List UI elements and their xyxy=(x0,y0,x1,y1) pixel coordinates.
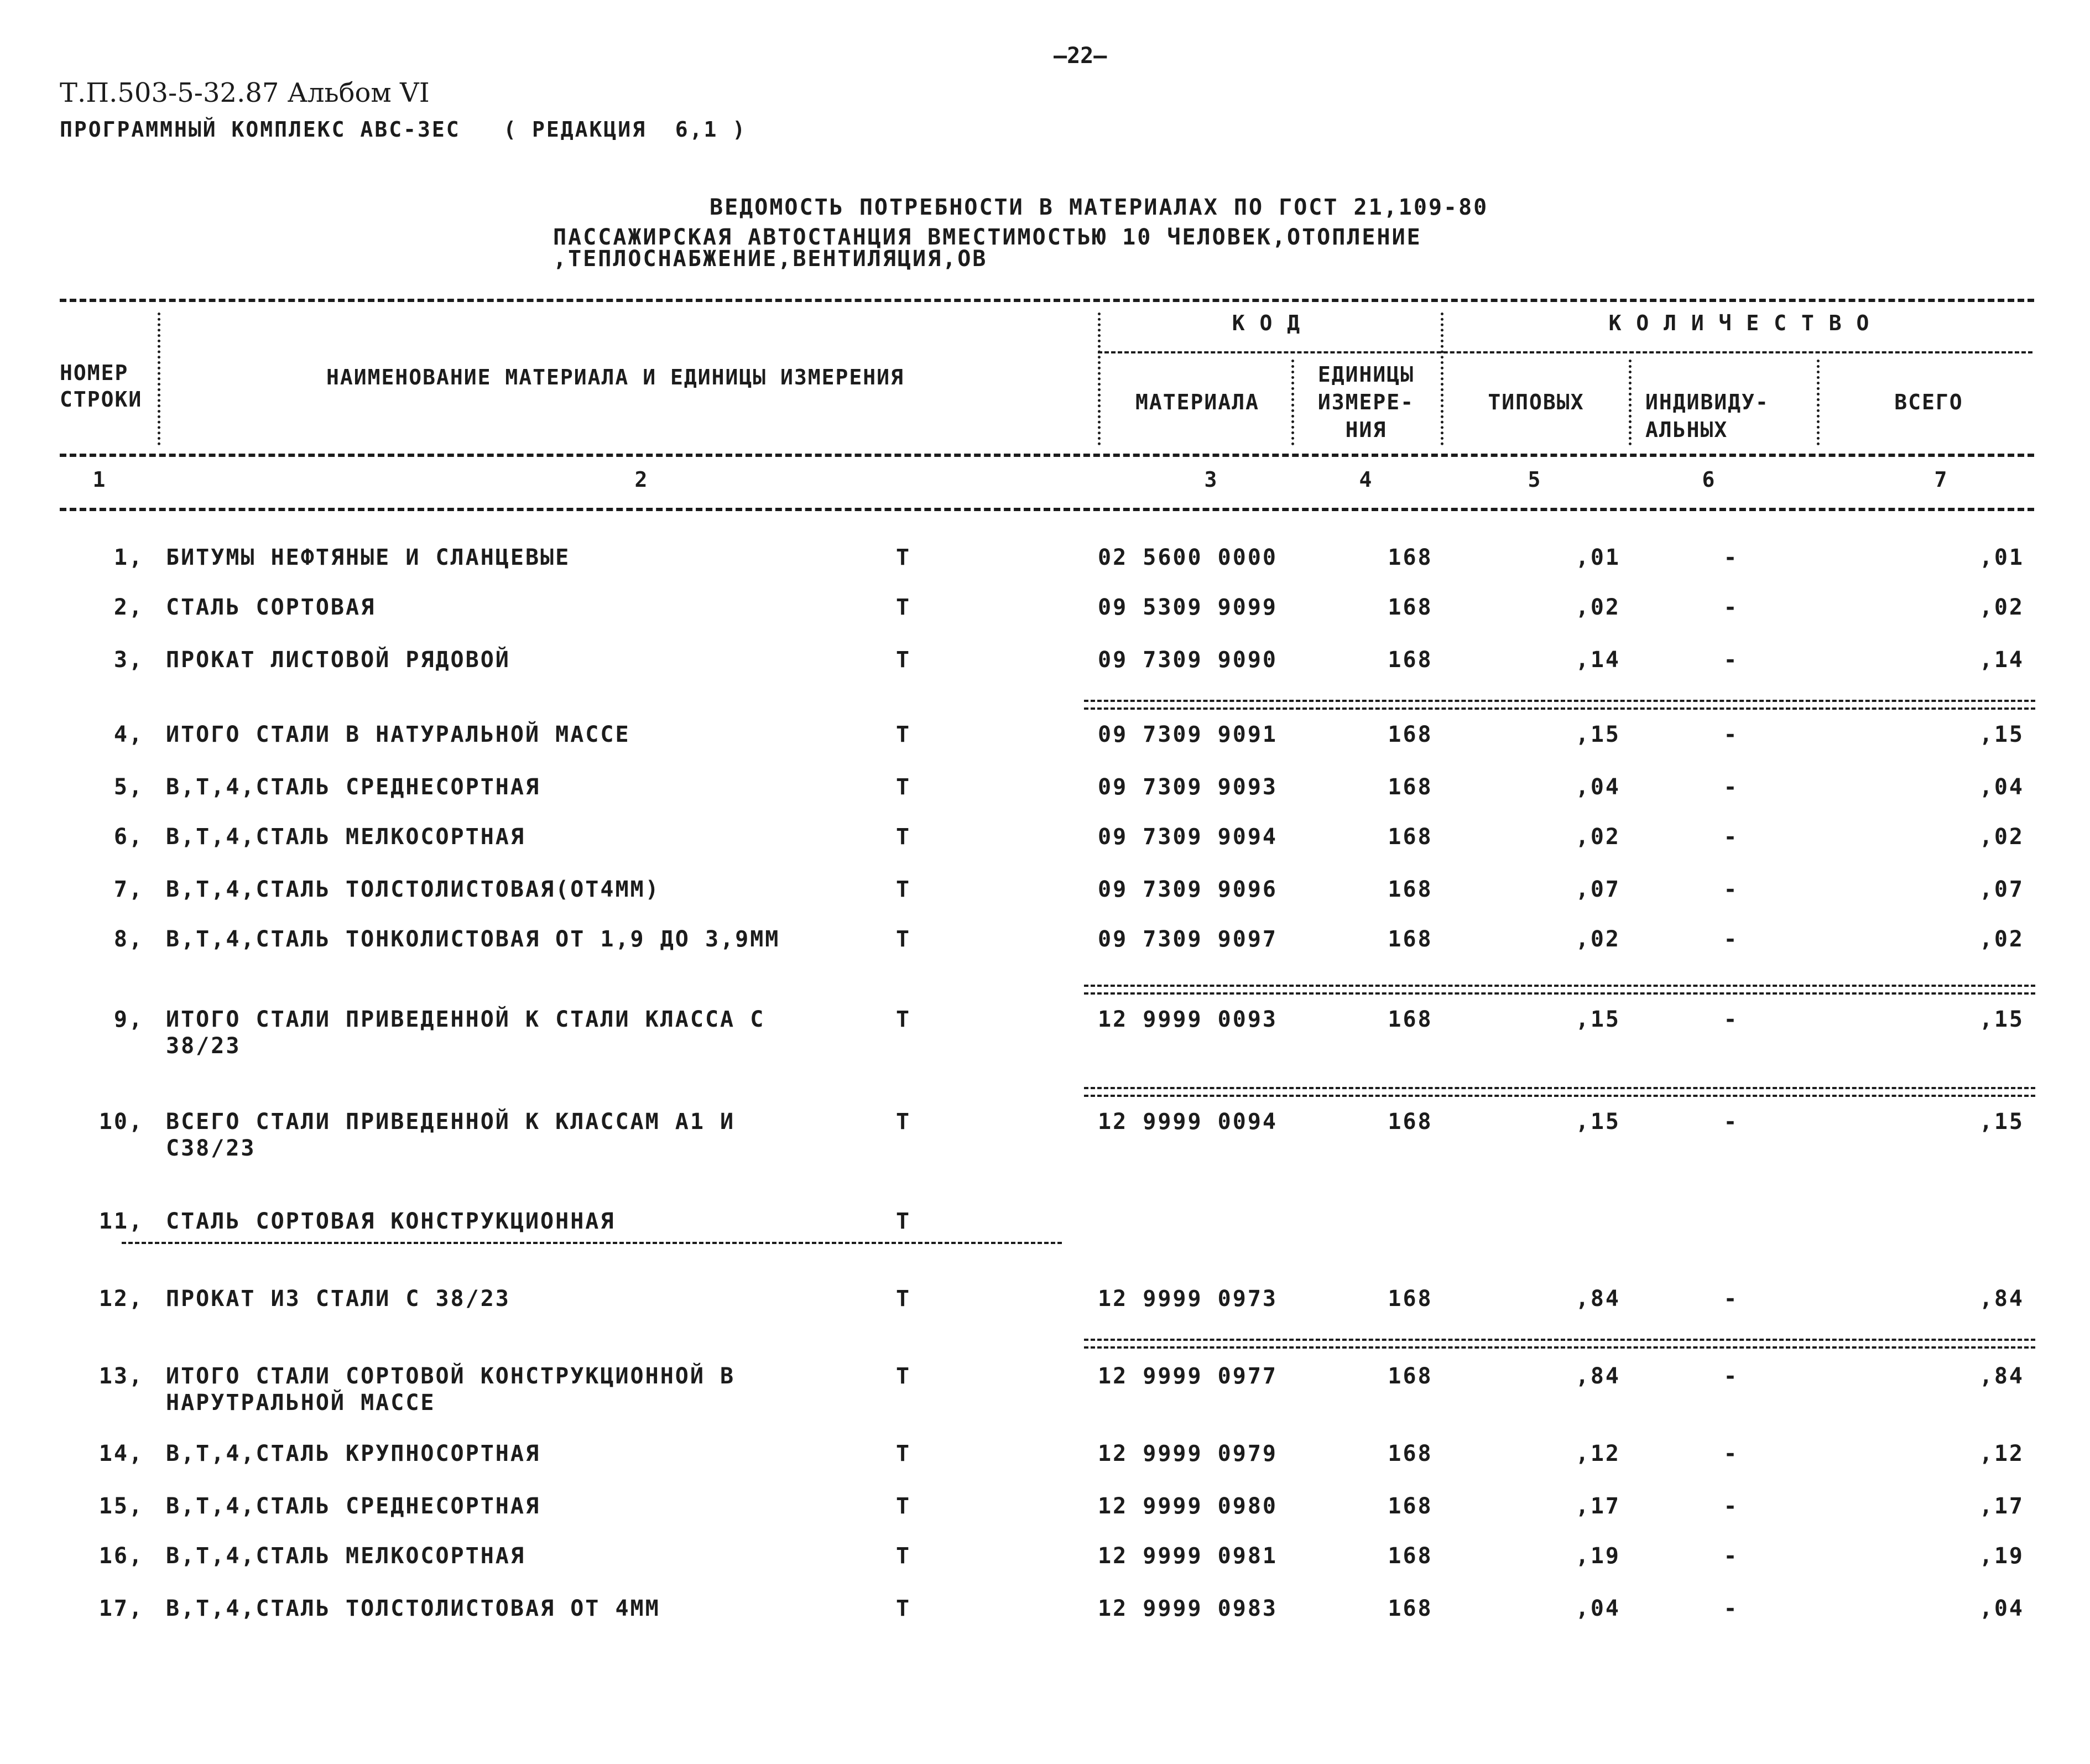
unit-code: 168 xyxy=(1388,1494,1433,1519)
individual-quantity: - xyxy=(1723,1007,1739,1032)
total-quantity: ,07 xyxy=(1979,877,2024,902)
typical-quantity: ,17 xyxy=(1575,1494,1620,1519)
row-number: 13, xyxy=(98,1364,144,1389)
row-number: 12, xyxy=(98,1286,144,1312)
total-quantity: ,84 xyxy=(1979,1286,2024,1312)
unit-code: 168 xyxy=(1388,595,1433,620)
col-divider xyxy=(158,313,160,445)
typical-quantity: ,04 xyxy=(1575,1596,1620,1621)
measure-unit: Т xyxy=(896,647,911,673)
material-name: НАРУТРАЛЬНОЙ МАССЕ xyxy=(166,1390,436,1416)
individual-quantity: - xyxy=(1723,647,1739,673)
header-quantity-group: К О Л И Ч Е С Т В О xyxy=(1608,311,1870,335)
material-name: ИТОГО СТАЛИ ПРИВЕДЕННОЙ К СТАЛИ КЛАССА С xyxy=(166,1007,765,1032)
material-code: 09 7309 9093 xyxy=(1098,774,1278,800)
header-top-rule xyxy=(60,299,2034,302)
total-separator xyxy=(1084,985,2035,995)
row-number: 6, xyxy=(113,824,144,850)
row-number: 2, xyxy=(113,595,144,620)
typical-quantity: ,84 xyxy=(1575,1286,1620,1312)
column-number-6: 6 xyxy=(1702,467,1716,492)
typical-quantity: ,15 xyxy=(1575,1109,1620,1135)
material-code: 12 9999 0981 xyxy=(1098,1543,1278,1569)
header-unit-2: ИЗМЕРЕ- xyxy=(1317,390,1415,414)
row-number: 15, xyxy=(98,1494,144,1519)
typical-quantity: ,15 xyxy=(1575,722,1620,747)
material-code: 12 9999 0983 xyxy=(1098,1596,1278,1621)
material-code: 12 9999 0094 xyxy=(1098,1109,1278,1135)
document-title: ВЕДОМОСТЬ ПОТРЕБНОСТИ В МАТЕРИАЛАХ ПО ГОСТ 21,109-80 xyxy=(710,195,1489,220)
measure-unit: Т xyxy=(896,595,911,620)
col-divider xyxy=(1629,360,1632,445)
material-name: В,Т,4,СТАЛЬ СРЕДНЕСОРТНАЯ xyxy=(166,774,541,800)
unit-code: 168 xyxy=(1388,824,1433,850)
total-quantity: ,15 xyxy=(1979,722,2024,747)
unit-code: 168 xyxy=(1388,722,1433,747)
material-name: ВСЕГО СТАЛИ ПРИВЕДЕННОЙ К КЛАССАМ А1 И xyxy=(166,1109,736,1135)
measure-unit: Т xyxy=(896,722,911,747)
measure-unit: Т xyxy=(896,1543,911,1569)
row-number: 4, xyxy=(113,722,144,747)
total-separator xyxy=(1084,1339,2035,1349)
material-name: В,Т,4,СТАЛЬ ТОЛСТОЛИСТОВАЯ(ОТ4ММ) xyxy=(166,877,660,902)
column-number-7: 7 xyxy=(1934,467,1948,492)
material-name: В,Т,4,СТАЛЬ МЕЛКОСОРТНАЯ xyxy=(166,1543,525,1569)
material-code: 09 7309 9090 xyxy=(1098,647,1278,673)
measure-unit: Т xyxy=(896,1364,911,1389)
individual-quantity: - xyxy=(1723,824,1739,850)
document-subtitle-continued: ,ТЕПЛОСНАБЖЕНИЕ,ВЕНТИЛЯЦИЯ,ОВ xyxy=(553,246,988,272)
typical-quantity: ,04 xyxy=(1575,774,1620,800)
header-row-number-2: СТРОКИ xyxy=(60,387,143,412)
total-quantity: ,19 xyxy=(1979,1543,2024,1569)
row-number: 17, xyxy=(98,1596,144,1621)
total-quantity: ,12 xyxy=(1979,1441,2024,1466)
material-code: 09 7309 9091 xyxy=(1098,722,1278,747)
unit-code: 168 xyxy=(1388,1596,1433,1621)
unit-code: 168 xyxy=(1388,1364,1433,1389)
header-unit-3: НИЯ xyxy=(1345,418,1387,442)
material-code: 09 5309 9099 xyxy=(1098,595,1278,620)
total-quantity: ,02 xyxy=(1979,824,2024,850)
page-number: —22— xyxy=(1054,43,1107,69)
unit-code: 168 xyxy=(1388,877,1433,902)
individual-quantity: - xyxy=(1723,877,1739,902)
material-code: 12 9999 0980 xyxy=(1098,1494,1278,1519)
header-mid-rule xyxy=(1098,351,2032,353)
unit-code: 168 xyxy=(1388,1007,1433,1032)
individual-quantity: - xyxy=(1723,1596,1739,1621)
unit-code: 168 xyxy=(1388,927,1433,952)
row-number: 10, xyxy=(98,1109,144,1135)
total-quantity: ,01 xyxy=(1979,545,2024,570)
column-number-1: 1 xyxy=(92,467,107,492)
material-name: В,Т,4,СТАЛЬ ТОНКОЛИСТОВАЯ ОТ 1,9 ДО 3,9ММ xyxy=(166,927,780,952)
typical-quantity: ,84 xyxy=(1575,1364,1620,1389)
header-individual-1: ИНДИВИДУ- xyxy=(1645,390,1769,414)
material-code: 12 9999 0093 xyxy=(1098,1007,1278,1032)
individual-quantity: - xyxy=(1723,1543,1739,1569)
material-name: С38/23 xyxy=(166,1136,256,1161)
row-number: 11, xyxy=(98,1209,144,1234)
individual-quantity: - xyxy=(1723,1109,1739,1135)
total-separator xyxy=(1084,1087,2035,1097)
measure-unit: Т xyxy=(896,1007,911,1032)
measure-unit: Т xyxy=(896,1109,911,1135)
row-number: 1, xyxy=(113,545,144,570)
unit-code: 168 xyxy=(1388,774,1433,800)
material-name: ПРОКАТ ЛИСТОВОЙ РЯДОВОЙ xyxy=(166,647,510,673)
individual-quantity: - xyxy=(1723,595,1739,620)
typical-quantity: ,15 xyxy=(1575,1007,1620,1032)
material-name: СТАЛЬ СОРТОВАЯ xyxy=(166,595,376,620)
header-row-number: НОМЕР xyxy=(60,361,129,385)
row-number: 7, xyxy=(113,877,144,902)
measure-unit: Т xyxy=(896,1596,911,1621)
group-underline xyxy=(122,1242,1062,1244)
individual-quantity: - xyxy=(1723,1494,1739,1519)
material-name: БИТУМЫ НЕФТЯНЫЕ И СЛАНЦЕВЫЕ xyxy=(166,545,571,570)
typical-quantity: ,02 xyxy=(1575,824,1620,850)
typical-quantity: ,19 xyxy=(1575,1543,1620,1569)
row-number: 3, xyxy=(113,647,144,673)
individual-quantity: - xyxy=(1723,545,1739,570)
typical-quantity: ,02 xyxy=(1575,927,1620,952)
column-number-4: 4 xyxy=(1359,467,1373,492)
material-name: В,Т,4,СТАЛЬ ТОЛСТОЛИСТОВАЯ ОТ 4ММ xyxy=(166,1596,660,1621)
measure-unit: Т xyxy=(896,927,911,952)
document-subtitle: ПАССАЖИРСКАЯ АВТОСТАНЦИЯ ВМЕСТИМОСТЬЮ 10 ЧЕЛОВЕК,ОТОПЛЕНИЕ xyxy=(553,225,1422,250)
column-number-rule xyxy=(60,508,2034,511)
material-code: 09 7309 9097 xyxy=(1098,927,1278,952)
unit-code: 168 xyxy=(1388,647,1433,673)
unit-code: 168 xyxy=(1388,1543,1433,1569)
typical-quantity: ,02 xyxy=(1575,595,1620,620)
header-material-code: МАТЕРИАЛА xyxy=(1135,390,1259,414)
measure-unit: Т xyxy=(896,545,911,570)
material-name: ИТОГО СТАЛИ В НАТУРАЛЬНОЙ МАССЕ xyxy=(166,722,630,747)
header-total: ВСЕГО xyxy=(1894,390,1963,414)
material-name: В,Т,4,СТАЛЬ КРУПНОСОРТНАЯ xyxy=(166,1441,541,1466)
program-reference: ПРОГРАММНЫЙ КОМПЛЕКС АВС-3ЕС ( РЕДАКЦИЯ 6,1 ) xyxy=(60,117,747,142)
header-code-group: К О Д xyxy=(1232,311,1301,335)
material-name: ИТОГО СТАЛИ СОРТОВОЙ КОНСТРУКЦИОННОЙ В xyxy=(166,1364,736,1389)
individual-quantity: - xyxy=(1723,1364,1739,1389)
individual-quantity: - xyxy=(1723,774,1739,800)
total-quantity: ,15 xyxy=(1979,1007,2024,1032)
unit-code: 168 xyxy=(1388,1286,1433,1312)
header-individual-2: АЛЬНЫХ xyxy=(1645,418,1728,442)
column-number-3: 3 xyxy=(1204,467,1218,492)
material-code: 09 7309 9096 xyxy=(1098,877,1278,902)
row-number: 8, xyxy=(113,927,144,952)
material-code: 02 5600 0000 xyxy=(1098,545,1278,570)
col-divider xyxy=(1817,360,1820,445)
unit-code: 168 xyxy=(1388,1109,1433,1135)
total-quantity: ,02 xyxy=(1979,927,2024,952)
measure-unit: Т xyxy=(896,1286,911,1312)
individual-quantity: - xyxy=(1723,1441,1739,1466)
measure-unit: Т xyxy=(896,774,911,800)
typical-quantity: ,01 xyxy=(1575,545,1620,570)
typical-quantity: ,14 xyxy=(1575,647,1620,673)
unit-code: 168 xyxy=(1388,545,1433,570)
material-name: В,Т,4,СТАЛЬ СРЕДНЕСОРТНАЯ xyxy=(166,1494,541,1519)
unit-code: 168 xyxy=(1388,1441,1433,1466)
total-quantity: ,14 xyxy=(1979,647,2024,673)
total-quantity: ,17 xyxy=(1979,1494,2024,1519)
header-material-name: НАИМЕНОВАНИЕ МАТЕРИАЛА И ЕДИНИЦЫ ИЗМЕРЕНИЯ xyxy=(326,365,904,389)
typical-quantity: ,07 xyxy=(1575,877,1620,902)
individual-quantity: - xyxy=(1723,1286,1739,1312)
album-reference: Т.П.503-5-32.87 Альбом VI xyxy=(60,77,430,108)
material-code: 12 9999 0977 xyxy=(1098,1364,1278,1389)
total-quantity: ,02 xyxy=(1979,595,2024,620)
row-number: 14, xyxy=(98,1441,144,1466)
material-code: 12 9999 0973 xyxy=(1098,1286,1278,1312)
total-quantity: ,04 xyxy=(1979,1596,2024,1621)
typical-quantity: ,12 xyxy=(1575,1441,1620,1466)
row-number: 5, xyxy=(113,774,144,800)
col-divider xyxy=(1441,313,1443,445)
material-code: 12 9999 0979 xyxy=(1098,1441,1278,1466)
material-name: СТАЛЬ СОРТОВАЯ КОНСТРУКЦИОННАЯ xyxy=(166,1209,616,1234)
material-code: 09 7309 9094 xyxy=(1098,824,1278,850)
column-number-5: 5 xyxy=(1528,467,1542,492)
measure-unit: Т xyxy=(896,824,911,850)
col-divider xyxy=(1098,313,1101,445)
header-typical: ТИПОВЫХ xyxy=(1488,390,1585,414)
material-name: В,Т,4,СТАЛЬ МЕЛКОСОРТНАЯ xyxy=(166,824,525,850)
total-quantity: ,15 xyxy=(1979,1109,2024,1135)
row-number: 9, xyxy=(113,1007,144,1032)
measure-unit: Т xyxy=(896,1209,911,1234)
measure-unit: Т xyxy=(896,1494,911,1519)
material-name: 38/23 xyxy=(166,1033,241,1059)
header-unit-1: ЕДИНИЦЫ xyxy=(1317,362,1415,387)
row-number: 16, xyxy=(98,1543,144,1569)
individual-quantity: - xyxy=(1723,722,1739,747)
col-divider xyxy=(1291,360,1294,445)
header-bottom-rule xyxy=(60,454,2034,457)
measure-unit: Т xyxy=(896,877,911,902)
total-quantity: ,04 xyxy=(1979,774,2024,800)
individual-quantity: - xyxy=(1723,927,1739,952)
measure-unit: Т xyxy=(896,1441,911,1466)
material-name: ПРОКАТ ИЗ СТАЛИ С 38/23 xyxy=(166,1286,510,1312)
column-number-2: 2 xyxy=(634,467,649,492)
total-quantity: ,84 xyxy=(1979,1364,2024,1389)
total-separator xyxy=(1084,700,2035,710)
